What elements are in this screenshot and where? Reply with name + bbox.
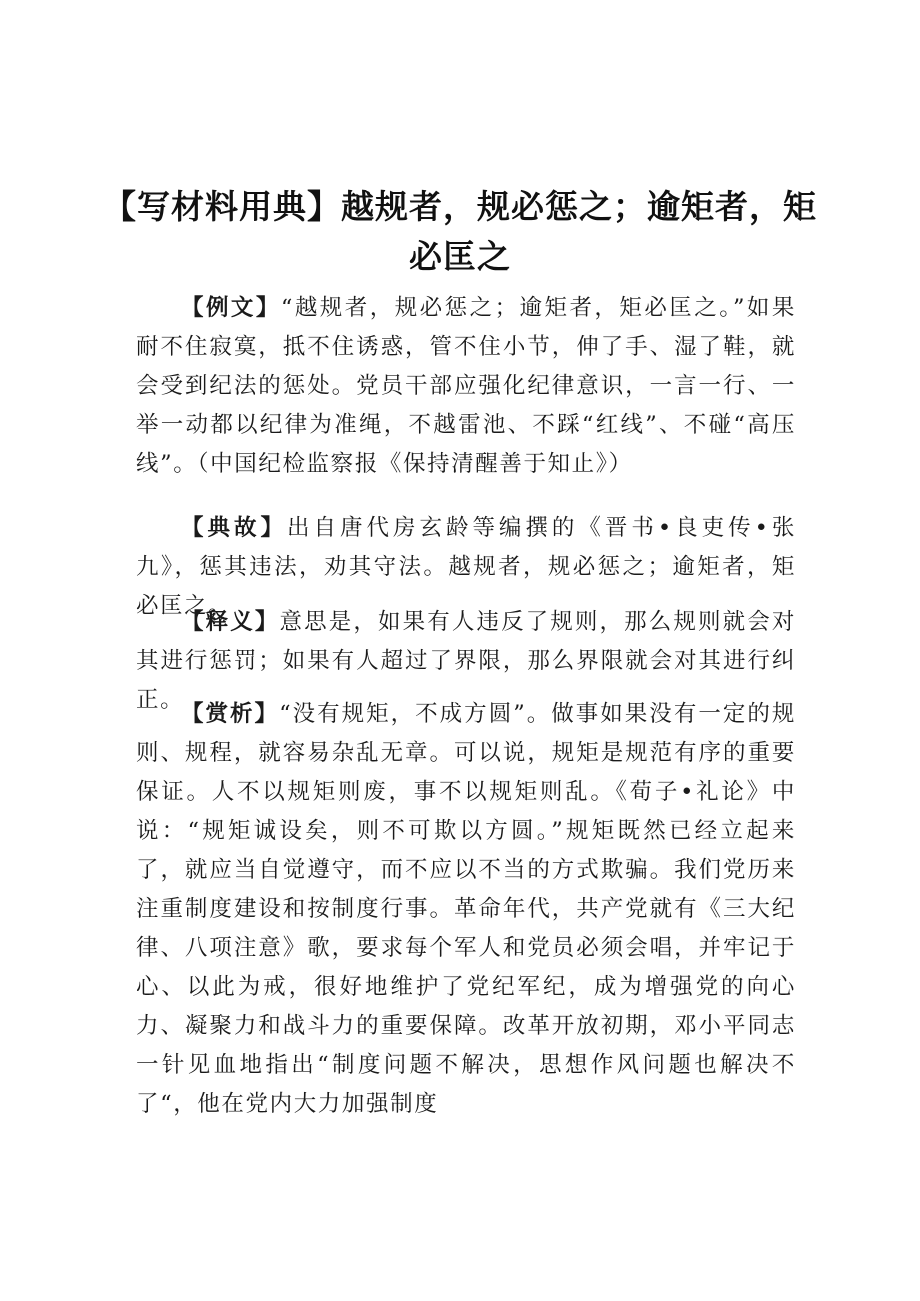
section-text-allusion: 出自唐代房玄龄等编撰的《晋书•良吏传•张九》，惩其违法，劝其守法。越规者，规必惩之；逾矩者，矩必匡之。 <box>136 515 797 619</box>
paragraph-appreciation <box>136 695 796 1124</box>
section-tag-appreciation: 【赏析】 <box>181 701 280 727</box>
paragraph-example <box>136 289 796 484</box>
section-text-meaning: 意思是，如果有人违反了规则，那么规则就会对其进行惩罚；如果有人超过了界限，那么界限就会对其进行纠正。 <box>136 609 796 713</box>
section-tag-meaning: 【释义】 <box>181 609 280 635</box>
section-tag-allusion: 【典故】 <box>181 515 287 541</box>
document-title: 【写材料用典】越规者，规必惩之；逾矩者，矩必匡之 <box>103 187 817 276</box>
section-text-appreciation: “没有规矩，不成方圆”。做事如果没有一定的规则、规程，就容易杂乱无章。可以说，规矩是规范有序的重要保证。人不以规矩则废，事不以规矩则乱。《荀子•礼论》中说：“规矩诚设矣，则不可欺以方圆。”规矩既然已经立起来了，就应当自觉遵守，而不应以不当的方式欺骗。我们党历来注重制度建设和按制度行事。革命年代，共产党就有《三大纪律、八项注意》歌，要求每个军人和党员必须会唱，并牢记于心、以此为戒，很好地维护了党纪军纪，成为增强党的向心力、凝聚力和战斗力的重要保障。改革开放初期，邓小平同志一针见血地指出“制度问题不解决，思想作风问题也解决不了“，他在党内大力加强制度 <box>136 701 796 1117</box>
section-tag-example: 【例文】 <box>181 295 281 321</box>
section-text-example: “越规者，规必惩之；逾矩者，矩必匡之。”如果耐不住寂寞，抵不住诱惑，管不住小节，伸了手、湿了鞋，就会受到纪法的惩处。党员干部应强化纪律意识，一言一行、一举一动都以纪律为准绳，不越雷池、不踩“红线”、不碰“高压线”。（中国纪检监察报《保持清醒善于知止》） <box>136 295 796 477</box>
